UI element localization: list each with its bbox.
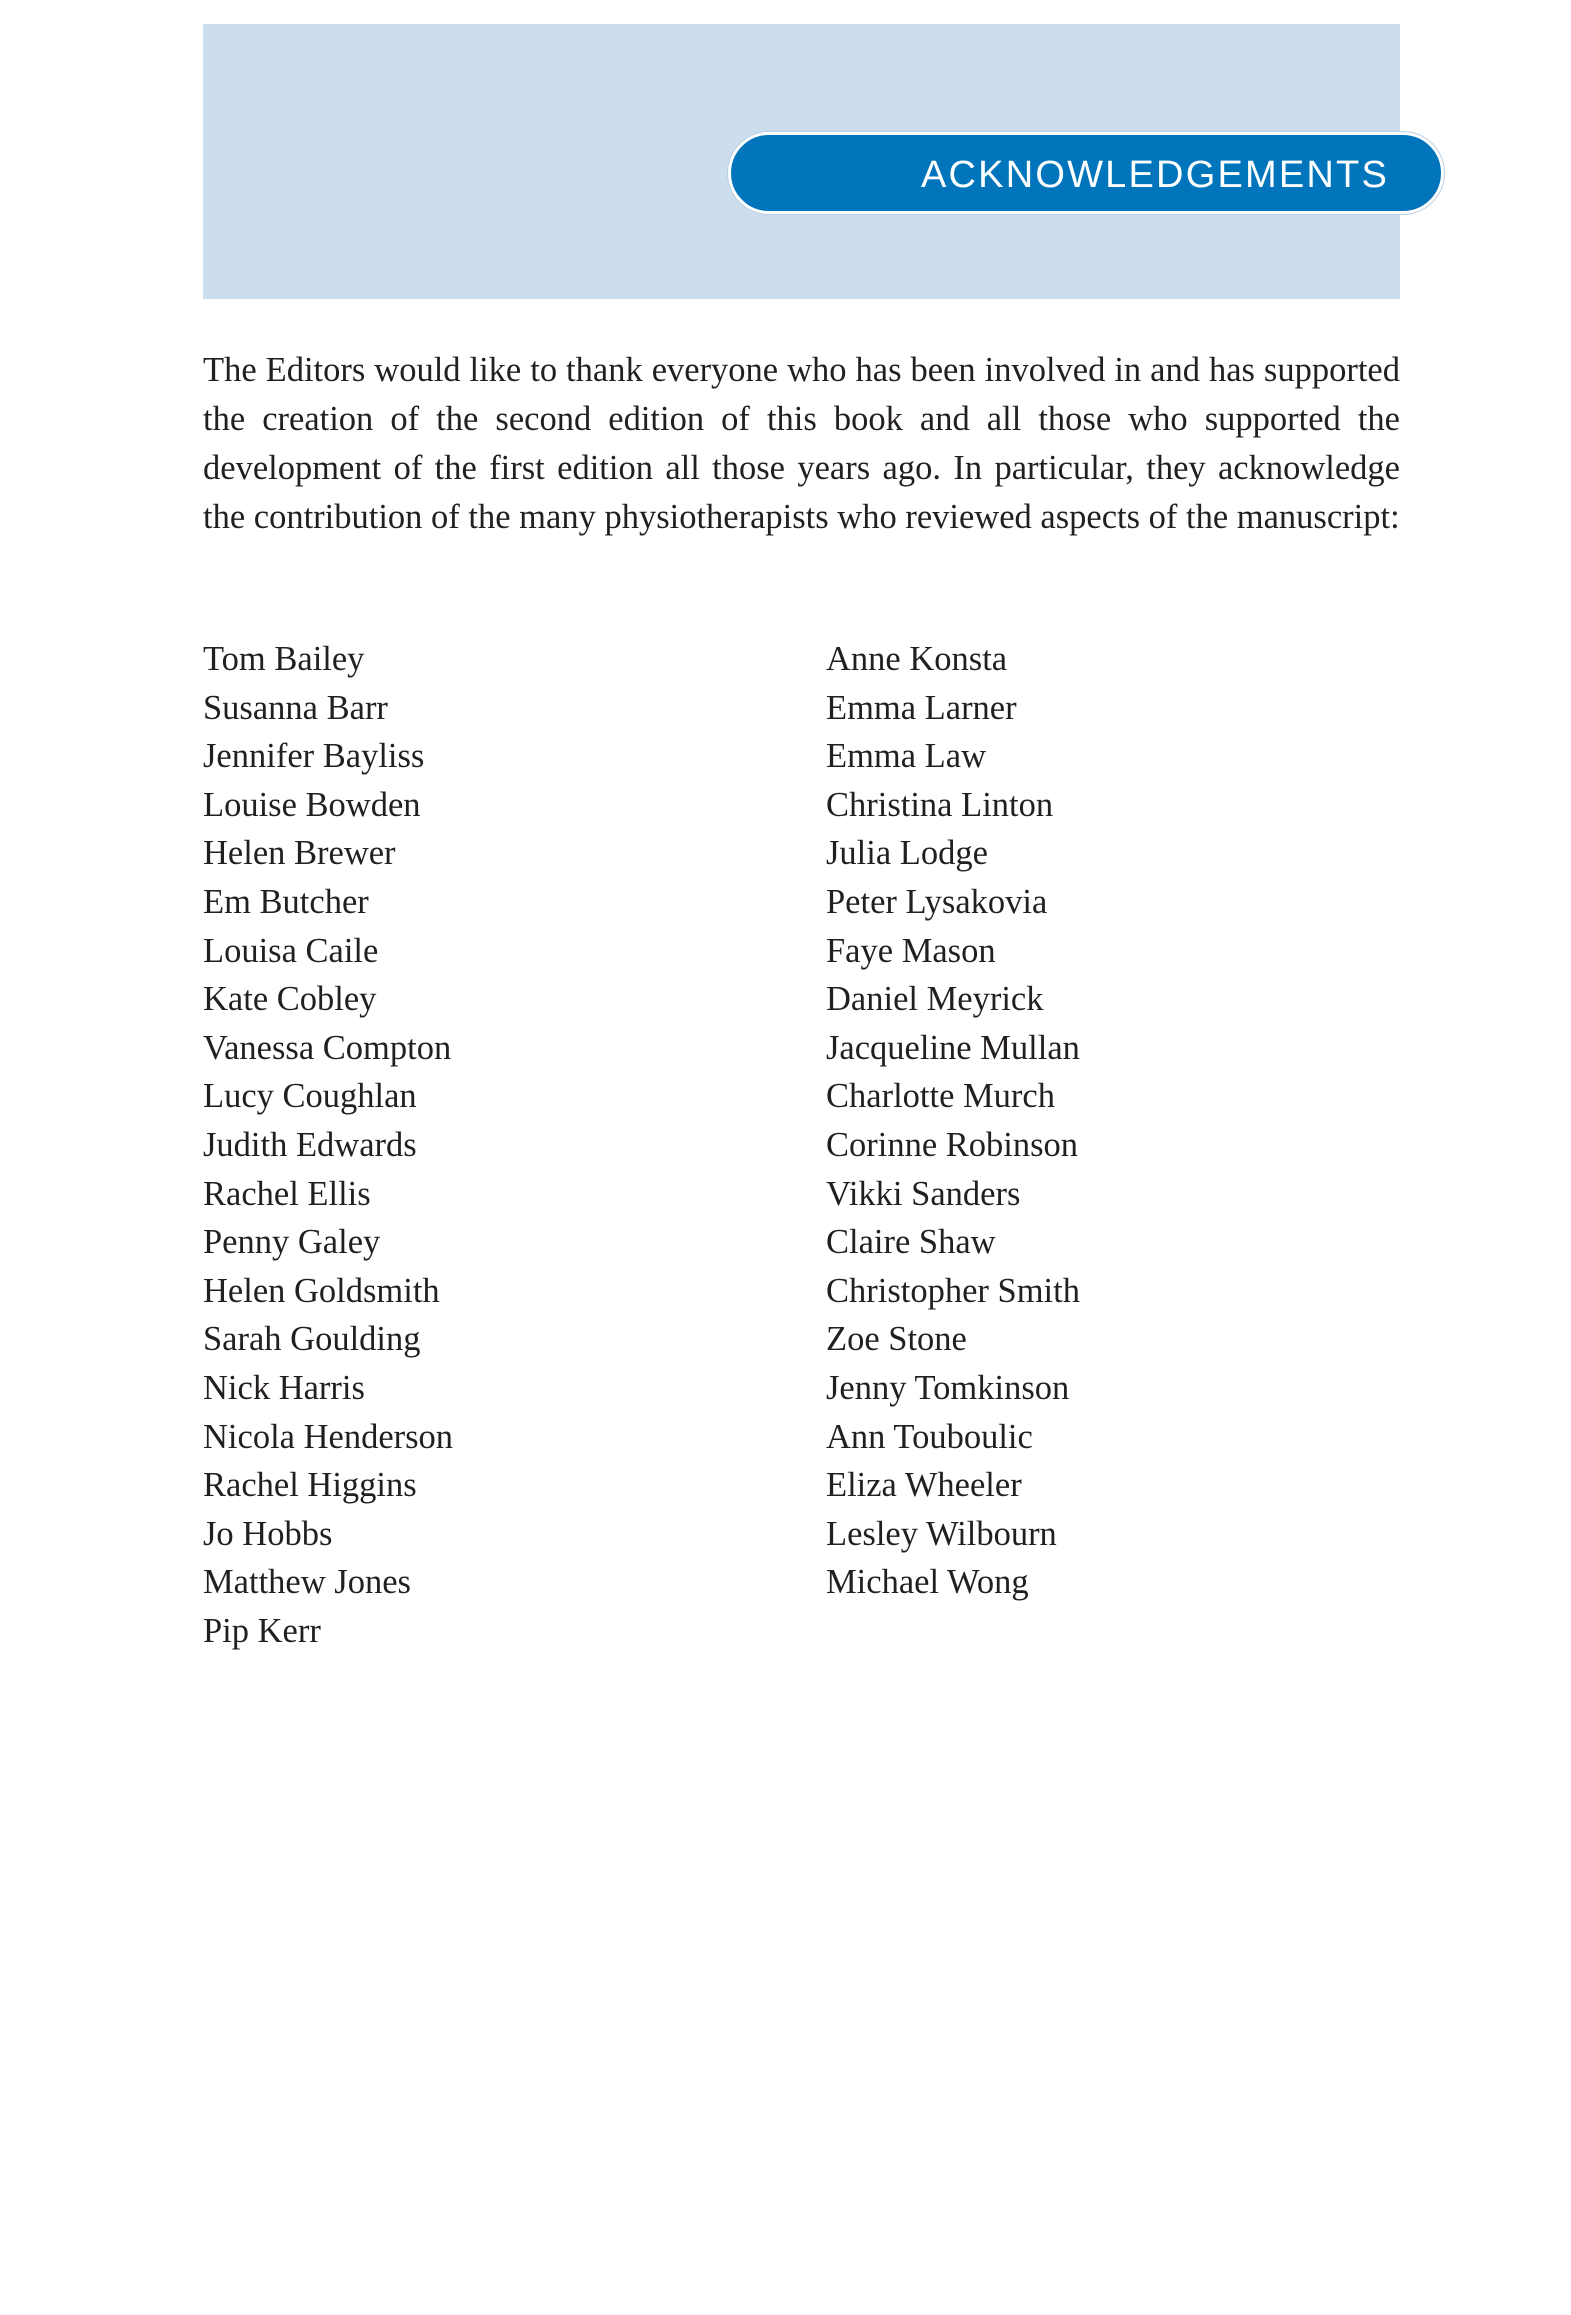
name-item: Judith Edwards	[203, 1125, 417, 1164]
name-item: Sarah Goulding	[203, 1320, 421, 1359]
chapter-title: ACKNOWLEDGEMENTS	[920, 154, 1389, 196]
name-item: Lesley Wilbourn	[826, 1514, 1057, 1553]
name-item: Nicola Henderson	[203, 1417, 454, 1456]
name-item: Claire Shaw	[826, 1223, 996, 1262]
name-item: Vanessa Compton	[203, 1028, 452, 1067]
name-item: Helen Brewer	[203, 834, 396, 873]
name-item: Eliza Wheeler	[826, 1466, 1022, 1505]
name-item: Emma Law	[826, 737, 986, 776]
names-column-left	[203, 635, 763, 1655]
name-item: Louisa Caile	[203, 931, 379, 970]
name-item: Daniel Meyrick	[826, 980, 1044, 1019]
name-item: Charlotte Murch	[826, 1077, 1055, 1116]
names-column-right	[826, 635, 1386, 1607]
name-item: Rachel Ellis	[203, 1174, 371, 1213]
name-item: Jacqueline Mullan	[826, 1028, 1080, 1067]
name-item: Helen Goldsmith	[203, 1271, 440, 1310]
name-item: Michael Wong	[826, 1563, 1029, 1602]
name-item: Tom Bailey	[203, 640, 365, 678]
name-item: Kate Cobley	[203, 980, 377, 1019]
name-item: Faye Mason	[826, 931, 996, 970]
name-item: Jo Hobbs	[203, 1514, 333, 1553]
name-item: Vikki Sanders	[826, 1174, 1021, 1213]
intro-paragraph: The Editors would like to thank everyone who has been involved in and has supported the creation of the second edition of this book and all those who supported the development of the first edition all those years ago. In particular, they acknowledge the contribution of the many physiotherapists who reviewed aspects of the manuscript:	[203, 351, 1400, 536]
name-item: Jennifer Bayliss	[203, 737, 425, 776]
name-item: Christina Linton	[826, 785, 1054, 824]
name-item: Rachel Higgins	[203, 1466, 417, 1505]
name-item: Nick Harris	[203, 1368, 365, 1407]
name-item: Penny Galey	[203, 1223, 381, 1262]
name-item: Ann Touboulic	[826, 1417, 1033, 1456]
name-item: Christopher Smith	[826, 1271, 1080, 1310]
name-item: Em Butcher	[203, 882, 369, 921]
name-item: Susanna Barr	[203, 688, 388, 727]
name-item: Corinne Robinson	[826, 1125, 1079, 1164]
name-item: Lucy Coughlan	[203, 1077, 417, 1116]
name-item: Julia Lodge	[826, 834, 988, 873]
name-item: Matthew Jones	[203, 1563, 411, 1602]
name-item: Jenny Tomkinson	[826, 1368, 1070, 1407]
name-item: Pip Kerr	[203, 1611, 321, 1650]
name-item: Peter Lysakovia	[826, 882, 1048, 921]
name-item: Anne Konsta	[826, 640, 1008, 678]
name-item: Zoe Stone	[826, 1320, 967, 1359]
name-item: Emma Larner	[826, 688, 1017, 727]
chapter-title-tab	[728, 132, 1444, 214]
name-item: Louise Bowden	[203, 785, 421, 824]
